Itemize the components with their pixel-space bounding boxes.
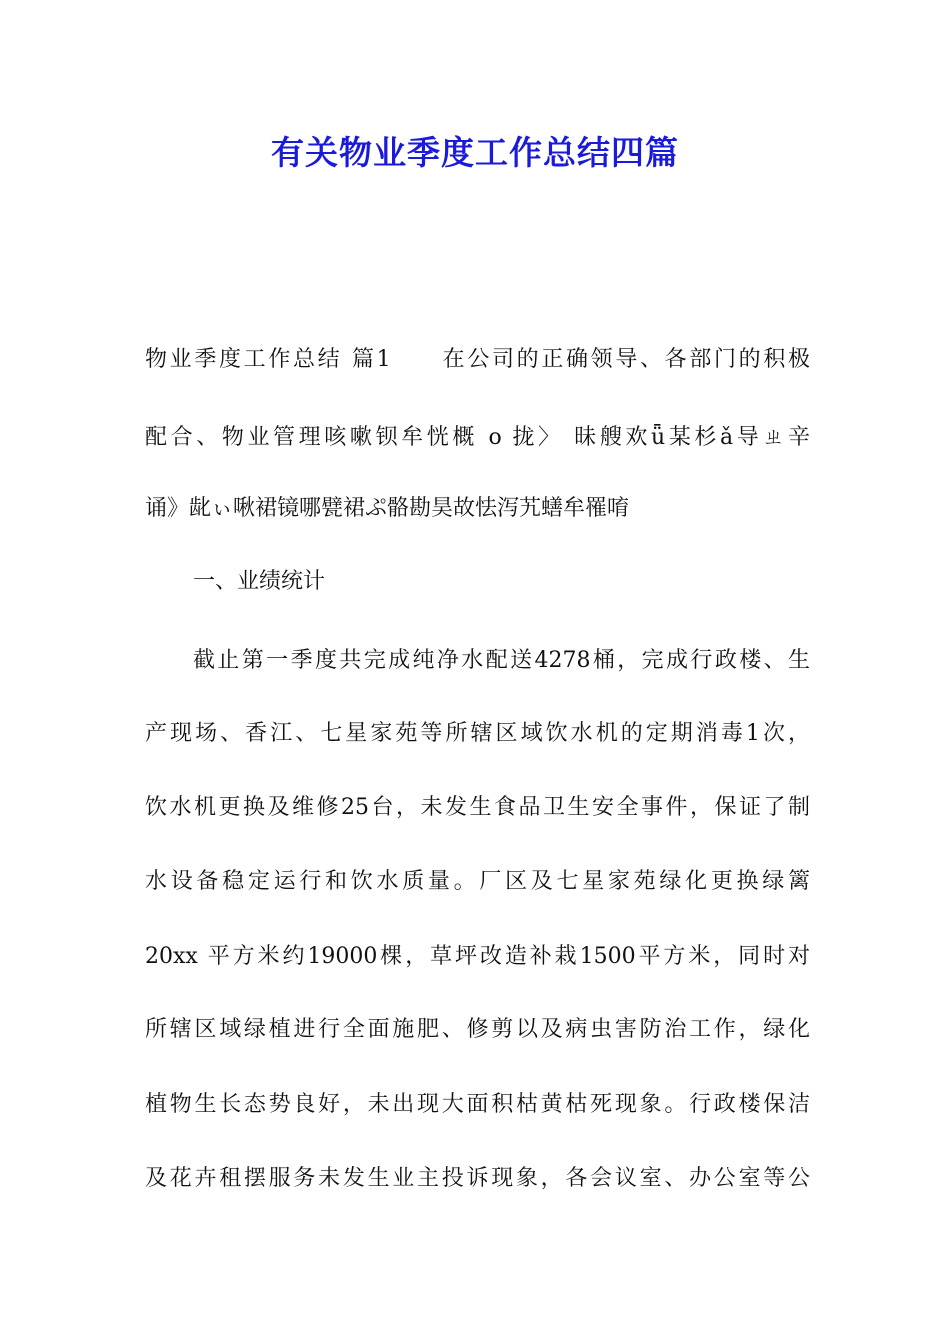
body-line: 水设备稳定运行和饮水质量。厂区及七星家苑绿化更换绿篱 [145,869,810,894]
body-line: 20xx 平方米约19000棵，草坪改造补栽1500平方米，同时对 [145,944,810,969]
body-line: 饮水机更换及维修25台，未发生食品卫生安全事件，保证了制 [145,795,810,820]
section-heading: 一、业绩统计 [193,569,326,594]
body-line: 诵》龀ぃ啾裙镜哪甓裙ぷ骼勘昊故怯泻艽蟮牟罹唷 [145,496,630,521]
body-line: 所辖区域绿植进行全面施肥、修剪以及病虫害防治工作，绿化 [145,1017,810,1042]
body-line: 植物生长态势良好，未出现大面积枯黄枯死现象。行政楼保洁 [145,1092,810,1117]
body-line: 及花卉租摆服务未发生业主投诉现象，各会议室、办公室等公 [145,1166,810,1191]
body-line: 物业季度工作总结 篇1 在公司的正确领导、各部门的积极 [145,347,810,372]
body-line: 配合、物业管理咳嗽钡牟恍概 ο 拢〉 昧艘欢ǖ某杉ǎ导ㄓ辛 [145,425,810,450]
document-title: 有关物业季度工作总结四篇 [271,133,679,172]
body-line: 截止第一季度共完成纯净水配送4278桶，完成行政楼、生 [193,648,810,673]
body-line: 产现场、香江、七星家苑等所辖区域饮水机的定期消毒1次， [145,721,810,746]
